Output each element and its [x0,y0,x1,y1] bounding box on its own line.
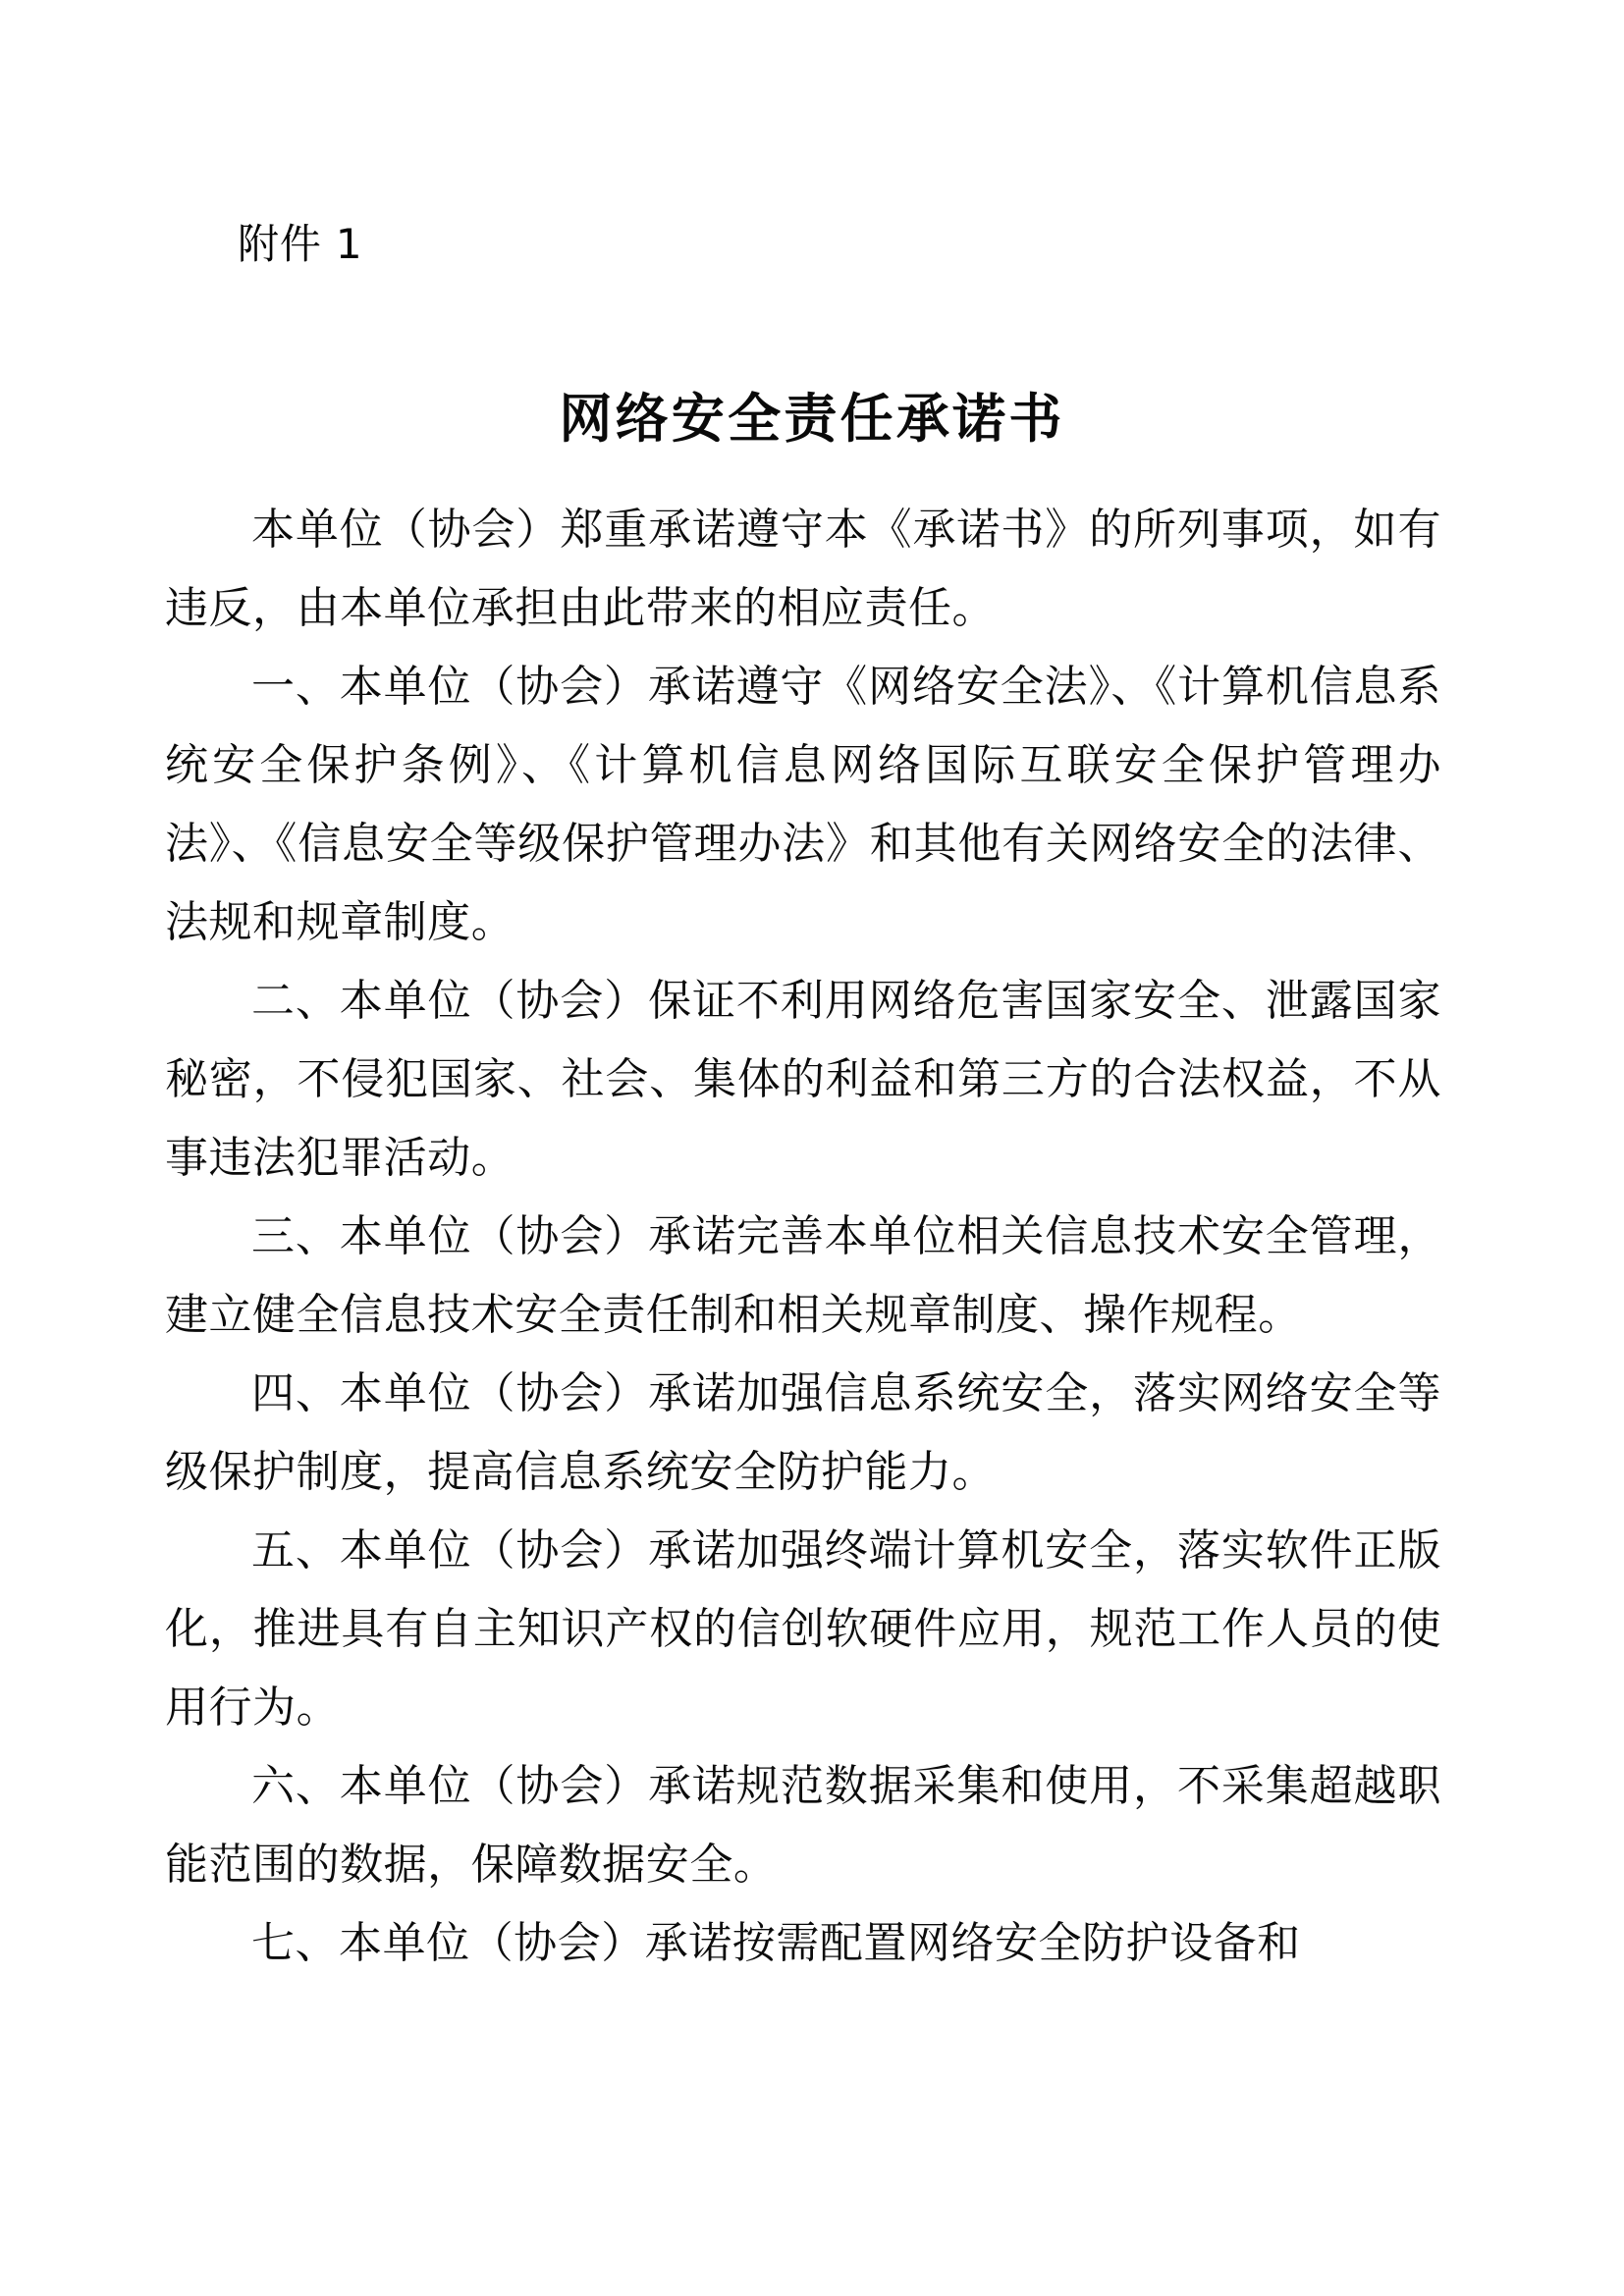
paragraph-item-1: 一、本单位（协会）承诺遵守《网络安全法》、《计算机信息系统安全保护条例》、《计算机信息网络国际互联安全保护管理办法》、《信息安全等级保护管理办法》和其他有关网络安全的法律、法规和规章制度。 [165,662,1441,947]
paragraph-preamble: 本单位（协会）郑重承诺遵守本《承诺书》的所列事项，如有违反，由本单位承担由此带来的相应责任。 [165,505,1441,633]
paragraph-item-6: 六、本单位（协会）承诺规范数据采集和使用，不采集超越职能范围的数据，保障数据安全。 [165,1761,1441,1890]
paragraph-item-3: 三、本单位（协会）承诺完善本单位相关信息技术安全管理，建立健全信息技术安全责任制和相关规章制度、操作规程。 [165,1211,1441,1340]
attachment-label: 附件 1 [238,220,363,268]
paragraph-item-2: 二、本单位（协会）保证不利用网络危害国家安全、泄露国家秘密，不侵犯国家、社会、集体的利益和第三方的合法权益，不从事违法犯罪活动。 [165,976,1441,1183]
document-body [165,491,1441,1983]
document-title: 网络安全责任承诺书 [559,387,1065,451]
paragraph-item-4: 四、本单位（协会）承诺加强信息系统安全，落实网络安全等级保护制度，提高信息系统安全防护能力。 [165,1368,1441,1497]
paragraph-item-7: 七、本单位（协会）承诺按需配置网络安全防护设备和 [251,1918,1301,1968]
paragraph-item-5: 五、本单位（协会）承诺加强终端计算机安全，落实软件正版化，推进具有自主知识产权的信创软硬件应用，规范工作人员的使用行为。 [165,1525,1441,1733]
